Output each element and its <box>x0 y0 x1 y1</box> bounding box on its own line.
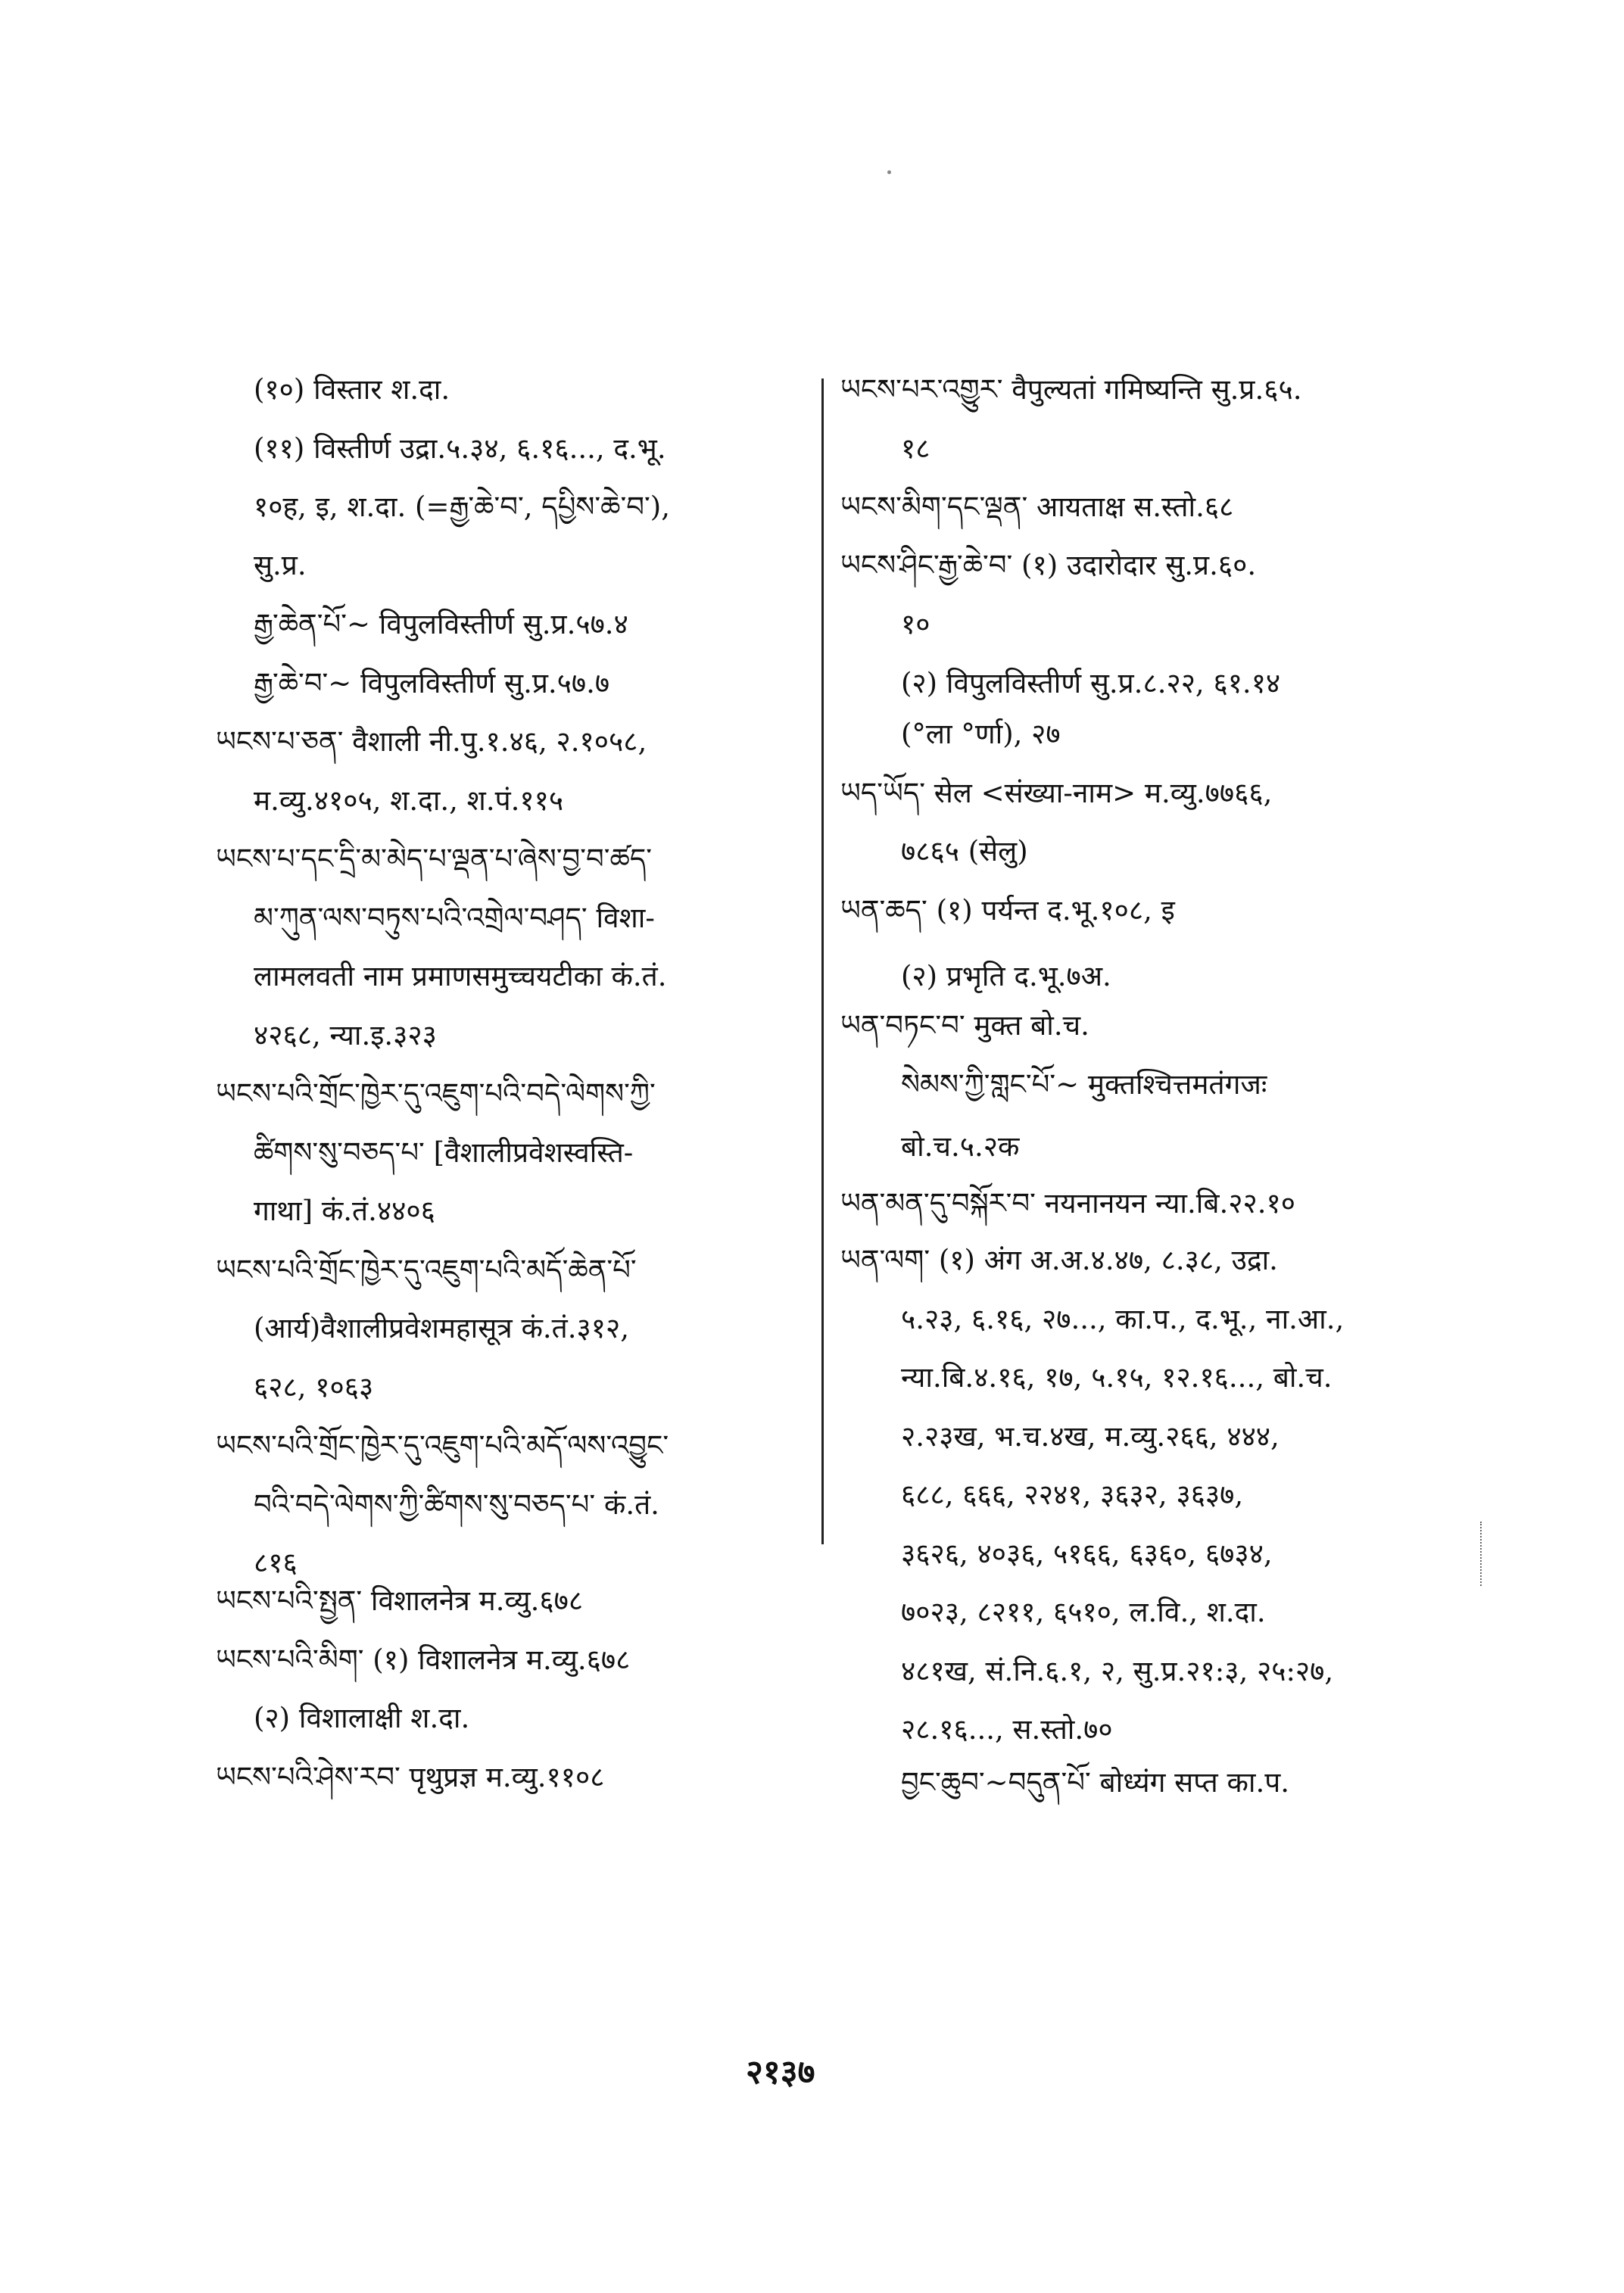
column-divider <box>821 379 824 1544</box>
dictionary-line: ཡངས་པའི་གྲོང་ཁྱེར་དུ་འཇུག་པའི་མདོ་ཆེན་པོ་ <box>216 1254 637 1286</box>
dictionary-line: ཡངས་མིག་དང་ལྡན་ आयताक्ष स.स्तो.६८ <box>840 491 1234 523</box>
dictionary-line: མ་ཀུན་ལས་བཏུས་པའི་འགྲེལ་བཤད་ विशा- <box>254 902 655 934</box>
dictionary-line: (आर्य)वैशालीप्रवेशमहासूत्र कं.तं.३१२, <box>254 1312 629 1344</box>
dictionary-line: २.२३ख, भ.च.४ख, म.व्यु.२६६, ४४४, <box>901 1420 1280 1453</box>
dictionary-line: ཚིགས་སུ་བཅད་པ་ [वैशालीप्रवेशस्वस्ति- <box>254 1136 634 1169</box>
dictionary-line: १०ह, इ, श.दा. (=རྒྱ་ཆེ་བ་, དཔྱིས་ཆེ་བ་), <box>254 491 670 523</box>
dictionary-line: ཡངས་པའི་གྲོང་ཁྱེར་དུ་འཇུག་པའི་མདོ་ལས་འབྱུང་ <box>216 1429 669 1462</box>
dictionary-line: ཡངས་པའི་གྲོང་ཁྱེར་དུ་འཇུག་པའི་བདེ་ལེགས་ཀྱི་ <box>216 1077 656 1110</box>
dictionary-line: ཡངས་པ་ཅན་ वैशाली नी.पु.१.४६, २.१०५८, <box>216 725 647 758</box>
dictionary-line: (१०) विस्तार श.दा. <box>254 373 450 406</box>
dictionary-line: ཡངས་པར་འགྱུར་ वैपुल्यतां गमिष्यन्ति सु.प्र.६५. <box>840 373 1302 406</box>
dictionary-line: ४८१ख, सं.नि.६.१, २, सु.प्र.२१:३, २५:२७, <box>901 1655 1334 1687</box>
dictionary-line: ཡངས་པའི་ཤེས་རབ་ पृथुप्रज्ञ म.व्यु.११०८ <box>216 1761 605 1793</box>
dictionary-line: བའི་བདེ་ལེགས་ཀྱི་ཚིགས་སུ་བཅད་པ་ कं.तं. <box>254 1488 659 1521</box>
dictionary-line: (११) विस्तीर्ण उद्रा.५.३४, ६.१६..., द.भू. <box>254 432 666 465</box>
dictionary-line: ४२६८, न्या.इ.३२३ <box>254 1019 437 1051</box>
dictionary-line: ཡངས་པའི་སྤྱན་ विशालनेत्र म.व्यु.६७८ <box>216 1584 584 1617</box>
dictionary-line: लामलवती नाम प्रमाणसमुच्चयटीका कं.तं. <box>254 960 667 992</box>
dictionary-line: རྒྱ་ཆེན་པོ་~ विपुलविस्तीर्ण सु.प्र.५७.४ <box>254 608 628 640</box>
dictionary-line: ८१६ <box>254 1547 298 1579</box>
dictionary-line: १० <box>901 608 930 640</box>
dictionary-line: १८ <box>901 432 930 465</box>
dictionary-line: (२) विपुलविस्तीर्ण सु.प्र.८.२२, ६१.१४ <box>901 667 1281 699</box>
dictionary-line: ६२८, १०६३ <box>254 1371 374 1404</box>
dictionary-line: བྱང་ཆུབ་~བདུན་པོ་ बोध्यंग सप्त का.प. <box>901 1766 1289 1799</box>
dictionary-line: बो.च.५.२क <box>901 1130 1020 1163</box>
dictionary-line: ཡངས་པའི་མིག་ (१) विशालनेत्र म.व्यु.६७८ <box>216 1643 631 1676</box>
dictionary-line: (°ला °र्णा), २७ <box>901 718 1061 750</box>
dictionary-line: २८.१६..., स.स्तो.७० <box>901 1713 1113 1746</box>
dictionary-line: सु.प्र. <box>254 549 307 581</box>
dictionary-line: ७८६५ (सेलु) <box>901 835 1028 868</box>
dictionary-line: སེམས་ཀྱི་གླང་པོ་~ मुक्तश्चित्तमतंगजः <box>901 1068 1267 1101</box>
dictionary-line: ཡན་ལག་ (१) अंग अ.अ.४.४७, ८.३८, उद्रा. <box>840 1244 1278 1276</box>
dictionary-line: ७०२३, ८२११, ६५१०, ल.वि., श.दा. <box>901 1596 1266 1628</box>
dictionary-line: ཡངས་པ་དང་དྲི་མ་མེད་པ་ལྡན་པ་ཞེས་བྱ་བ་ཚད་ <box>216 843 653 875</box>
dictionary-line: རྒྱ་ཆེ་བ་~ विपुलविस्तीर्ण सु.प्र.५७.७ <box>254 667 610 699</box>
dictionary-line: (२) विशालाक्षी श.दा. <box>254 1702 470 1734</box>
page-number: २१३७ <box>746 2053 815 2092</box>
dictionary-line: ཡན་བཏང་བ་ मुक्त बो.च. <box>840 1009 1089 1042</box>
dictionary-line: ཡངས་ཤིང་རྒྱ་ཆེ་བ་ (१) उदारोदार सु.प्र.६०. <box>840 549 1257 581</box>
dictionary-line: न्या.बि.४.१६, १७, ५.१५, १२.१६..., बो.च. <box>901 1361 1333 1394</box>
dictionary-line: ཡན་མན་དུ་བསྐོར་བ་ नयनानयन न्या.बि.२२.१० <box>840 1187 1295 1220</box>
dictionary-line: ३६२६, ४०३६, ५१६६, ६३६०, ६७३४, <box>901 1537 1273 1570</box>
dictionary-line: ཡན་ཆད་ (१) पर्यन्त द.भू.१०८, इ <box>840 894 1175 927</box>
dictionary-line: ५.२३, ६.१६, २७..., का.प., द.भू., ना.आ., <box>901 1303 1345 1335</box>
dictionary-line: (२) प्रभृति द.भू.७अ. <box>901 960 1111 992</box>
dictionary-line: ६८८, ६६६, २२४१, ३६३२, ३६३७, <box>901 1478 1244 1511</box>
dictionary-line: म.व्यु.४१०५, श.दा., श.पं.११५ <box>254 784 564 817</box>
margin-dotted-mark <box>1480 1522 1483 1586</box>
dictionary-line: ཡད་ཡོད་ सेल <संख्या-नाम> म.व्यु.७७६६, <box>840 777 1273 809</box>
speck-dot <box>887 170 891 174</box>
dictionary-line: गाथा] कं.तं.४४०६ <box>254 1195 435 1227</box>
